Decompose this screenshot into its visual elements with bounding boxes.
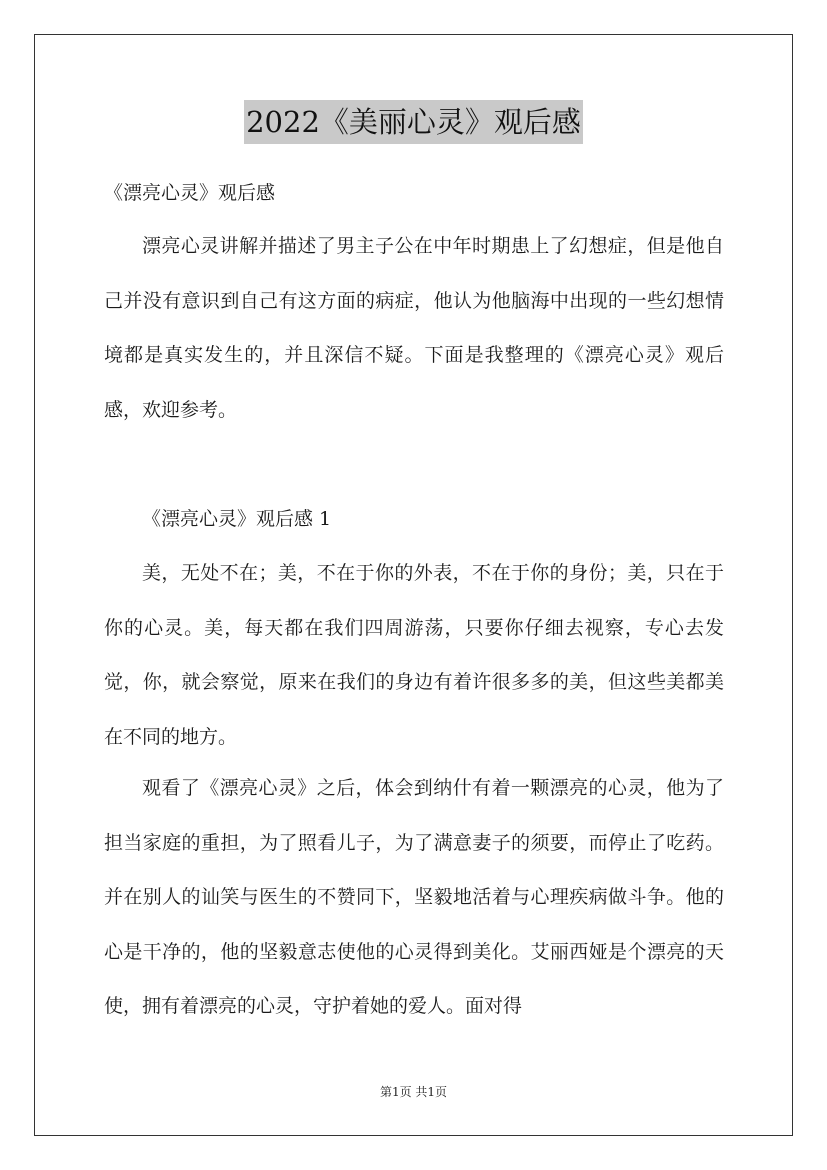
title-container	[0, 100, 827, 144]
section-heading: 《漂亮心灵》观后感 1	[142, 508, 332, 530]
document-subtitle: 《漂亮心灵》观后感	[104, 182, 276, 204]
page-footer: 第1页 共1页	[379, 1085, 448, 1099]
document-title: 2022《美丽心灵》观后感	[244, 100, 583, 144]
body-paragraph-1: 美，无处不在；美，不在于你的外表，不在于你的身份；美，只在于你的心灵。美，每天都在我们四周游荡，只要你仔细去视察，专心去发觉，你，就会察觉，原来在我们的身边有着许很多多的美，但这些美都美在不同的地方。	[104, 562, 724, 748]
body-paragraph-2: 观看了《漂亮心灵》之后，体会到纳什有着一颗漂亮的心灵，他为了担当家庭的重担，为了照看儿子，为了满意妻子的须要，而停止了吃药。并在别人的讪笑与医生的不赞同下，坚毅地活着与心理疾病做斗争。他的心是干净的，他的坚毅意志使他的心灵得到美化。艾丽西娅是个漂亮的天使，拥有着漂亮的心灵，守护着她的爱人。面对得	[104, 777, 724, 1017]
intro-paragraph: 漂亮心灵讲解并描述了男主子公在中年时期患上了幻想症，但是他自己并没有意识到自己有这方面的病症，他认为他脑海中出现的一些幻想情境都是真实发生的，并且深信不疑。下面是我整理的《漂亮心灵》观后感，欢迎参考。	[104, 235, 724, 421]
